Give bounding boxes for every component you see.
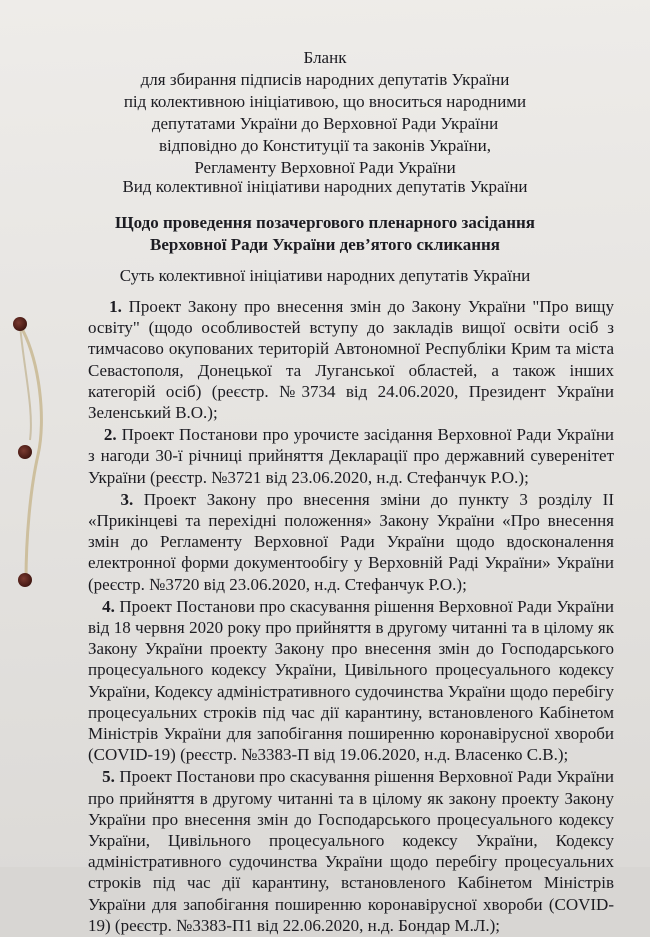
initiative-title <box>0 212 650 256</box>
agenda-items-list <box>88 296 614 937</box>
item-text: Проект Постанови про урочисте засідання Верховної Ради України з нагоди 30-ї річниці прийняття Декларації про державний суверенітет України (реєстр. №3721 від 23.06.2020, н.д. Стефанчук Р.О.); <box>88 425 615 487</box>
item-number: 5. <box>102 767 115 787</box>
list-item <box>88 596 614 766</box>
header-line: під колективною ініціативою, що вноситься народними <box>123 92 527 111</box>
item-number: 2. <box>103 425 117 445</box>
item-number: 4. <box>102 596 115 616</box>
list-item <box>88 766 614 936</box>
list-item <box>88 424 614 488</box>
header-line: депутатами України до Верховної Ради України <box>151 114 499 133</box>
initiative-essence-label: Суть колективної ініціативи народних депутатів України <box>119 266 531 285</box>
title-line: Верховної Ради України дев’ятого скликання <box>150 235 500 254</box>
header-line: відповідно до Конституції та законів України, <box>158 136 491 155</box>
title-line: Щодо проведення позачергового пленарного засідання <box>114 213 535 232</box>
header-line: для збирання підписів народних депутатів України <box>140 70 510 89</box>
initiative-type-label: Вид колективної ініціативи народних депутатів України <box>122 177 528 196</box>
list-item <box>88 489 614 595</box>
punch-hole <box>13 317 27 331</box>
item-text: Проект Закону про внесення змін до Закону України "Про вищу освіту" (щодо особливостей вступу до закладів вищої освіти осіб з тимчасово окупованих територій Автономної Республіки Крим та міста Севастополя, Донецької та Луганської областей, а також інших категорій осіб) (реєстр. №3734 від 24.06.2020, Президент України Зеленський В.О.); <box>88 297 615 423</box>
item-text: Проект Постанови про скасування рішення Верховної Ради України про прийняття в другому читанні та в цілому як закону проекту Закону України про внесення змін до Господарського процесуального кодексу України, Цивільного процесуального кодексу України, Кодексу адміністративного судочинства України щодо перебігу процесуальних строків під час дії карантину, встановленого Кабінетом Міністрів України для запобігання поширенню коронавірусної хвороби (COVID-19) (реєстр. №3383-П1 від 22.06.2020, н.д. Бондар М.Л.); <box>88 767 615 935</box>
header-line: Бланк <box>303 48 347 67</box>
item-text: Проект Постанови про скасування рішення Верховної Ради України від 18 червня 2020 року про прийняття в другому читанні та в цілому як Закону України проекту Закону про внесення змін до Господарського процесуального кодексу України, Цивільного процесуального кодексу України, Кодексу адміністративного судочинства України щодо перебігу процесуальних строків під час дії карантину, встановленого Кабінетом Міністрів України для запобігання поширенню коронавірусної хвороби (COVID-19) (реєстр. №3383-П від 19.06.2020, н.д. Власенко С.В.); <box>88 596 615 765</box>
item-text: Проект Закону про внесення зміни до пункту 3 розділу ІІ «Прикінцеві та перехідні положення» Закону України «Про внесення змін до Регламенту Верховної Ради України щодо вдосконалення електронної форми документообігу у Верховній Раді України» України (реєстр. №3720 від 23.06.2020, н.д. Стефанчук Р.О.); <box>88 489 614 594</box>
item-number: 1. <box>109 297 122 316</box>
form-header <box>0 47 650 179</box>
punch-hole <box>18 445 32 459</box>
punch-hole <box>18 573 32 587</box>
list-item <box>88 296 614 423</box>
header-line: Регламенту Верховної Ради України <box>194 158 456 177</box>
item-number: 3. <box>120 489 134 509</box>
